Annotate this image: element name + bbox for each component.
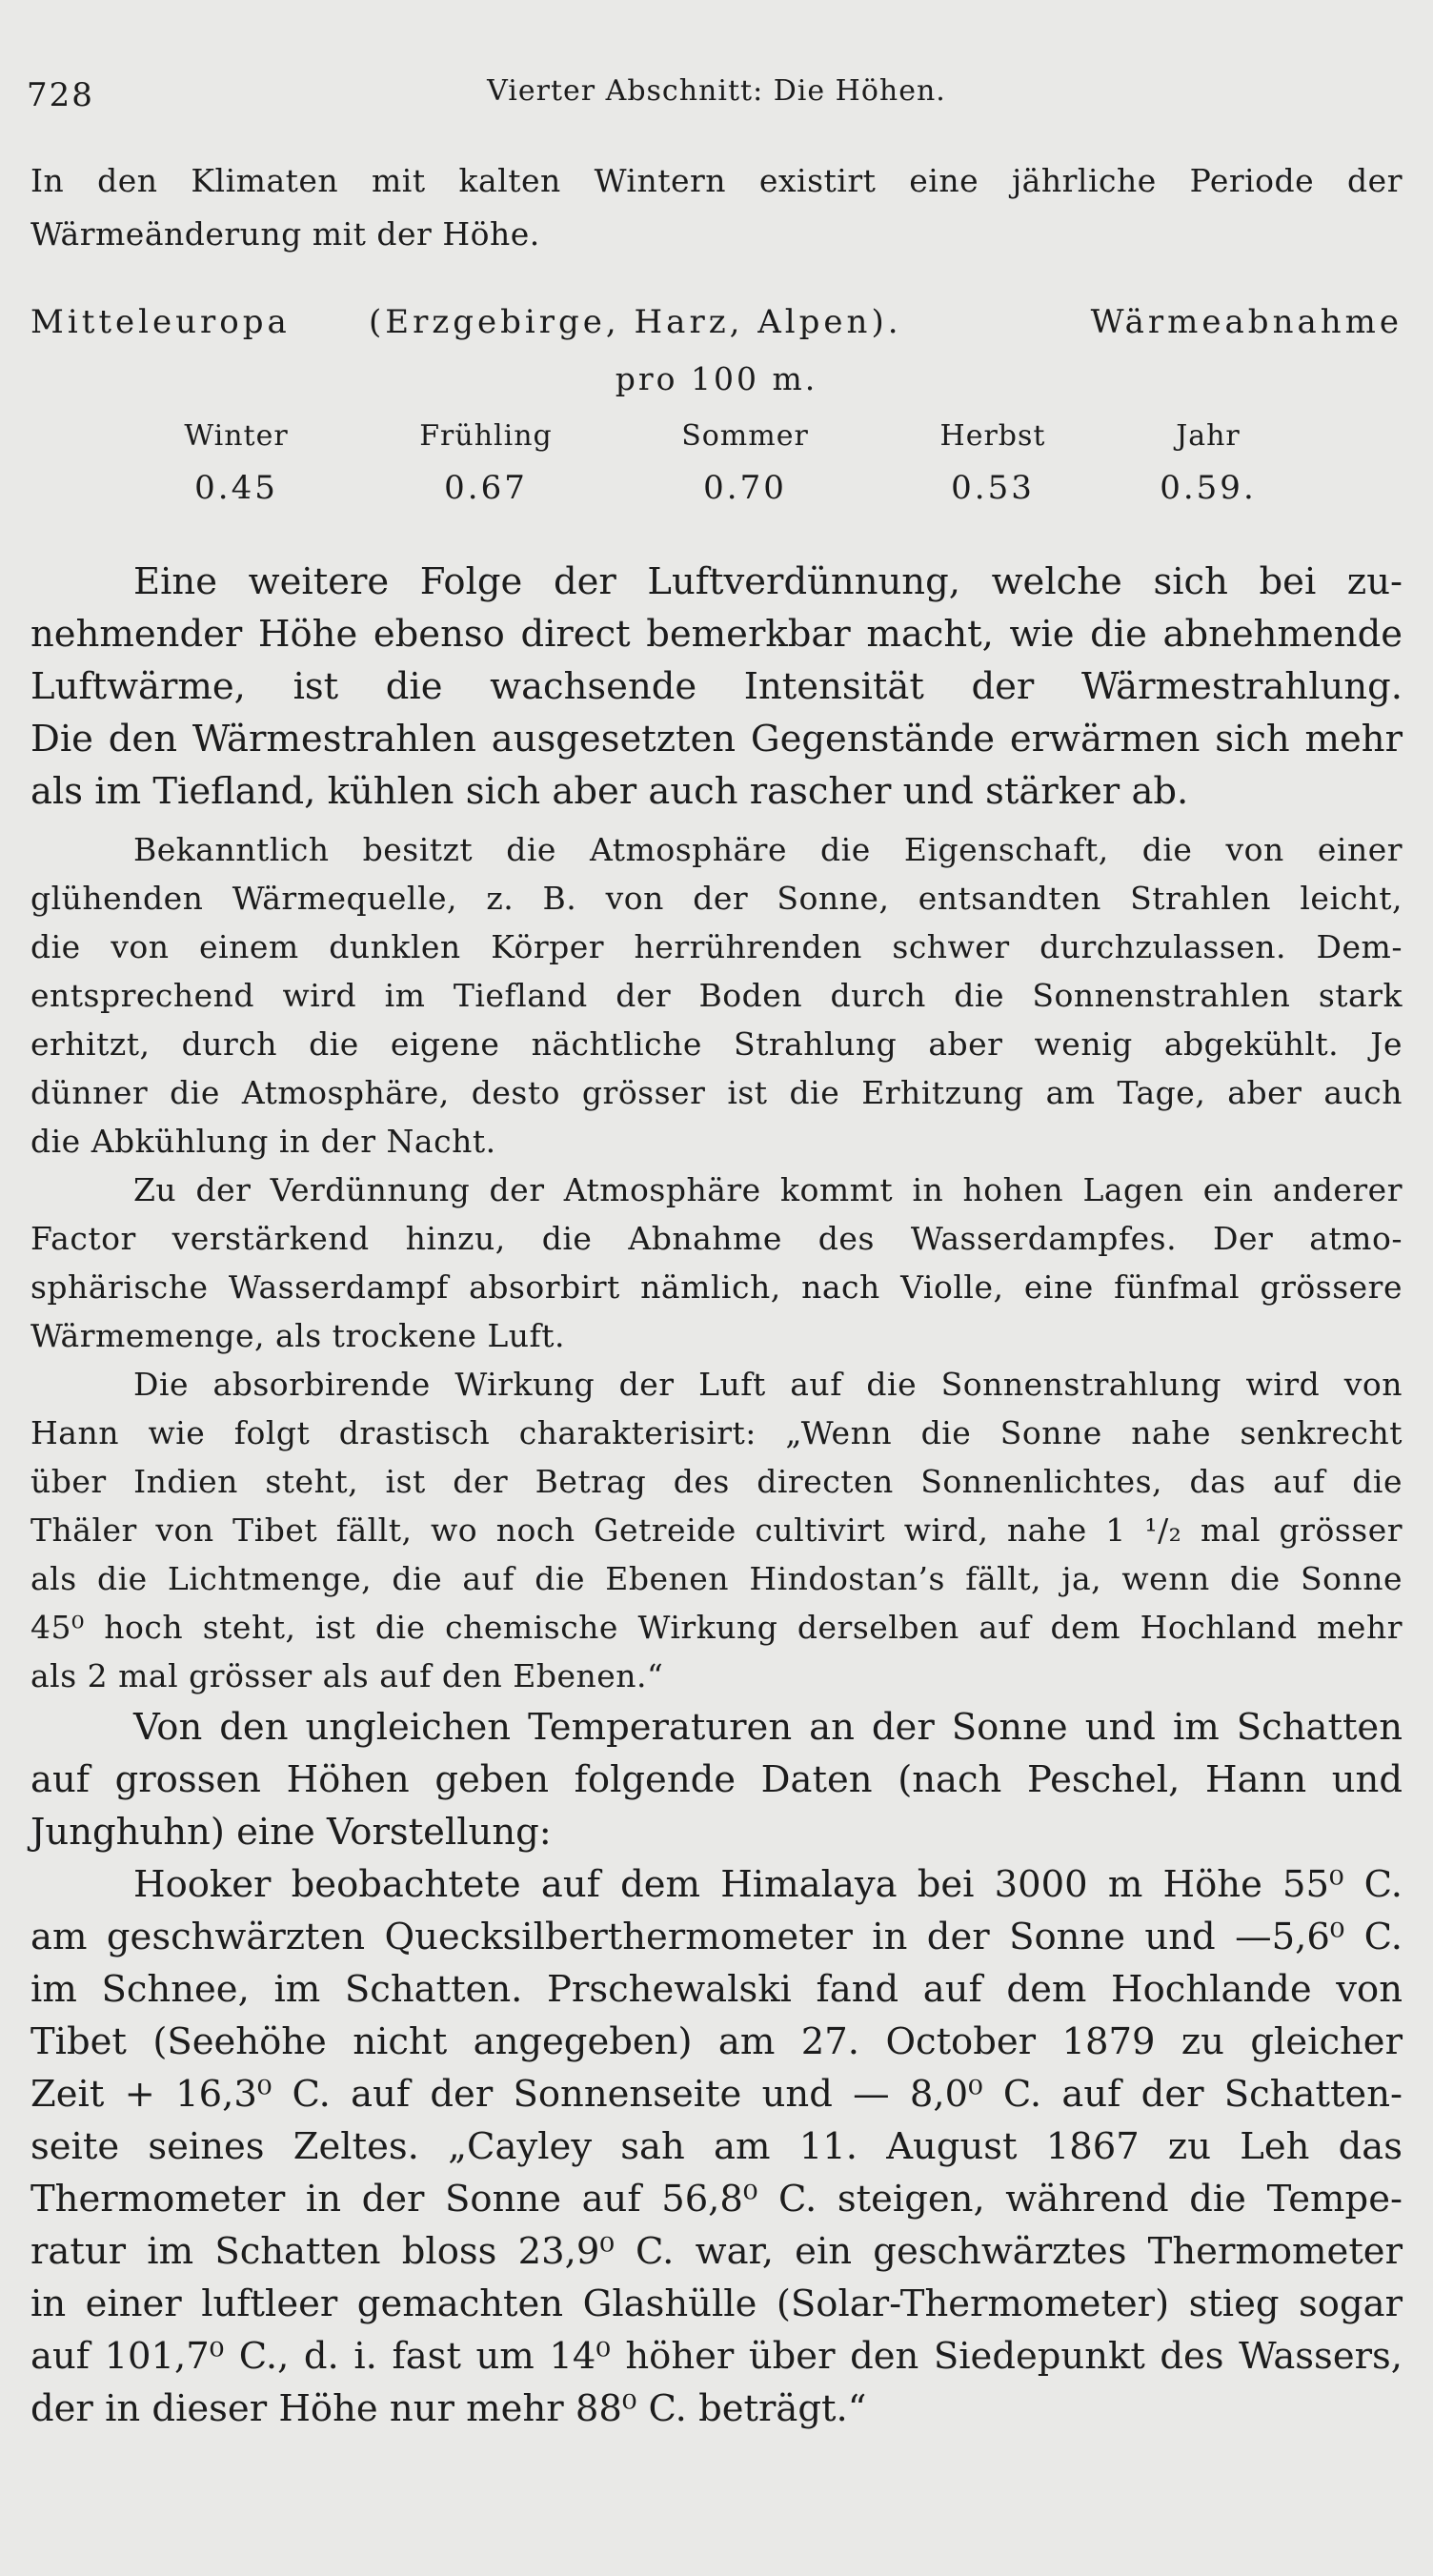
body-line: am geschwärzten Quecksilberthermometer in der Sonne und —5,6⁰ C. xyxy=(30,1916,1403,1958)
small-line: die von einem dunklen Körper herrührenden schwer durchzulassen. Dem- xyxy=(30,928,1403,965)
small-line: entsprechend wird im Tiefland der Boden durch die Sonnenstrahlen stark xyxy=(30,977,1403,1014)
small-line: über Indien steht, ist der Betrag des directen Sonnenlichtes, das auf die xyxy=(30,1463,1403,1500)
body-line: Luftwärme, ist die wachsende Intensität der Wärmestrahlung. xyxy=(30,665,1403,708)
small-line: sphärische Wasserdampf absorbirt nämlich, nach Violle, eine fünfmal grössere xyxy=(30,1268,1403,1306)
intro-line: Wärmeänderung mit der Höhe. xyxy=(30,215,540,253)
table-value: 0.67 xyxy=(444,469,528,507)
small-line: Die absorbirende Wirkung der Luft auf die Sonnenstrahlung wird von xyxy=(133,1366,1403,1403)
table-heading xyxy=(30,303,1403,351)
table-column-header: Jahr xyxy=(1176,419,1241,453)
body-line: nehmender Höhe ebenso direct bemerkbar macht, wie die abnehmende xyxy=(30,613,1403,656)
small-line: als 2 mal grösser als auf den Ebenen.“ xyxy=(30,1657,664,1694)
table-title-middle: (Erzgebirge, Harz, Alpen). xyxy=(369,303,902,341)
table-subtitle: pro 100 m. xyxy=(615,360,818,397)
small-line: Wärmemenge, als trockene Luft. xyxy=(30,1317,565,1354)
table-column-header: Winter xyxy=(184,419,289,453)
body-line: Zeit + 16,3⁰ C. auf der Sonnenseite und — 8,0⁰ C. auf der Schatten- xyxy=(30,2073,1403,2116)
table-title-right: Wärmeabnahme xyxy=(1090,303,1403,341)
small-line: dünner die Atmosphäre, desto grösser ist die Erhitzung am Tage, aber auch xyxy=(30,1074,1403,1111)
body-line: ratur im Schatten bloss 23,9⁰ C. war, ein geschwärztes Thermometer xyxy=(30,2230,1403,2273)
body-line: Eine weitere Folge der Luftverdünnung, welche sich bei zu- xyxy=(133,560,1403,603)
table-title-left: Mitteleuropa xyxy=(30,303,291,341)
body-line: in einer luftleer gemachten Glashülle (Solar-Thermometer) stieg sogar xyxy=(30,2282,1403,2325)
body-line: als im Tiefland, kühlen sich aber auch rascher und stärker ab. xyxy=(30,770,1189,813)
running-title: Vierter Abschnitt: Die Höhen. xyxy=(487,74,946,108)
table-value: 0.45 xyxy=(194,469,278,507)
body-line: Die den Wärmestrahlen ausgesetzten Gegenstände erwärmen sich mehr xyxy=(30,718,1403,761)
intro-line: In den Klimaten mit kalten Wintern existirt eine jährliche Periode der xyxy=(30,162,1403,199)
small-line: als die Lichtmenge, die auf die Ebenen Hindostan’s fällt, ja, wenn die Sonne xyxy=(30,1560,1403,1597)
page-number: 728 xyxy=(27,76,94,114)
table-value: 0.53 xyxy=(951,469,1035,507)
small-line: glühenden Wärmequelle, z. B. von der Sonne, entsandten Strahlen leicht, xyxy=(30,880,1403,917)
small-line: Bekanntlich besitzt die Atmosphäre die Eigenschaft, die von einer xyxy=(133,831,1403,868)
table-value: 0.70 xyxy=(703,469,787,507)
table-column-header: Herbst xyxy=(939,419,1046,453)
body-line: Von den ungleichen Temperaturen an der Sonne und im Schatten xyxy=(133,1706,1403,1749)
body-line: Tibet (Seehöhe nicht angegeben) am 27. October 1879 zu gleicher xyxy=(30,2020,1403,2063)
body-line: Hooker beobachtete auf dem Himalaya bei 3000 m Höhe 55⁰ C. xyxy=(133,1863,1403,1906)
small-line: die Abkühlung in der Nacht. xyxy=(30,1123,496,1160)
body-line: auf grossen Höhen geben folgende Daten (nach Peschel, Hann und xyxy=(30,1758,1403,1801)
small-line: erhitzt, durch die eigene nächtliche Strahlung aber wenig abgekühlt. Je xyxy=(30,1025,1403,1063)
small-line: Zu der Verdünnung der Atmosphäre kommt in hohen Lagen ein anderer xyxy=(133,1171,1403,1208)
body-line: Junghuhn) eine Vorstellung: xyxy=(30,1811,552,1854)
body-line: Thermometer in der Sonne auf 56,8⁰ C. steigen, während die Tempe- xyxy=(30,2178,1403,2221)
table-value: 0.59. xyxy=(1160,469,1257,507)
small-line: 45⁰ hoch steht, ist die chemische Wirkung derselben auf dem Hochland mehr xyxy=(30,1609,1403,1646)
body-line: auf 101,7⁰ C., d. i. fast um 14⁰ höher über den Siedepunkt des Wassers, xyxy=(30,2335,1403,2378)
body-line: im Schnee, im Schatten. Prschewalski fand auf dem Hochlande von xyxy=(30,1968,1403,2011)
table-column-header: Sommer xyxy=(681,419,809,453)
small-line: Factor verstärkend hinzu, die Abnahme des Wasserdampfes. Der atmo- xyxy=(30,1220,1403,1257)
small-line: Thäler von Tibet fällt, wo noch Getreide cultivirt wird, nahe 1 ¹/₂ mal grösser xyxy=(30,1511,1403,1549)
body-line: der in dieser Höhe nur mehr 88⁰ C. beträgt.“ xyxy=(30,2387,867,2430)
table-column-header: Frühling xyxy=(419,419,553,453)
body-line: seite seines Zeltes. „Cayley sah am 11. August 1867 zu Leh das xyxy=(30,2125,1403,2168)
small-line: Hann wie folgt drastisch charakterisirt: „Wenn die Sonne nahe senkrecht xyxy=(30,1414,1403,1451)
